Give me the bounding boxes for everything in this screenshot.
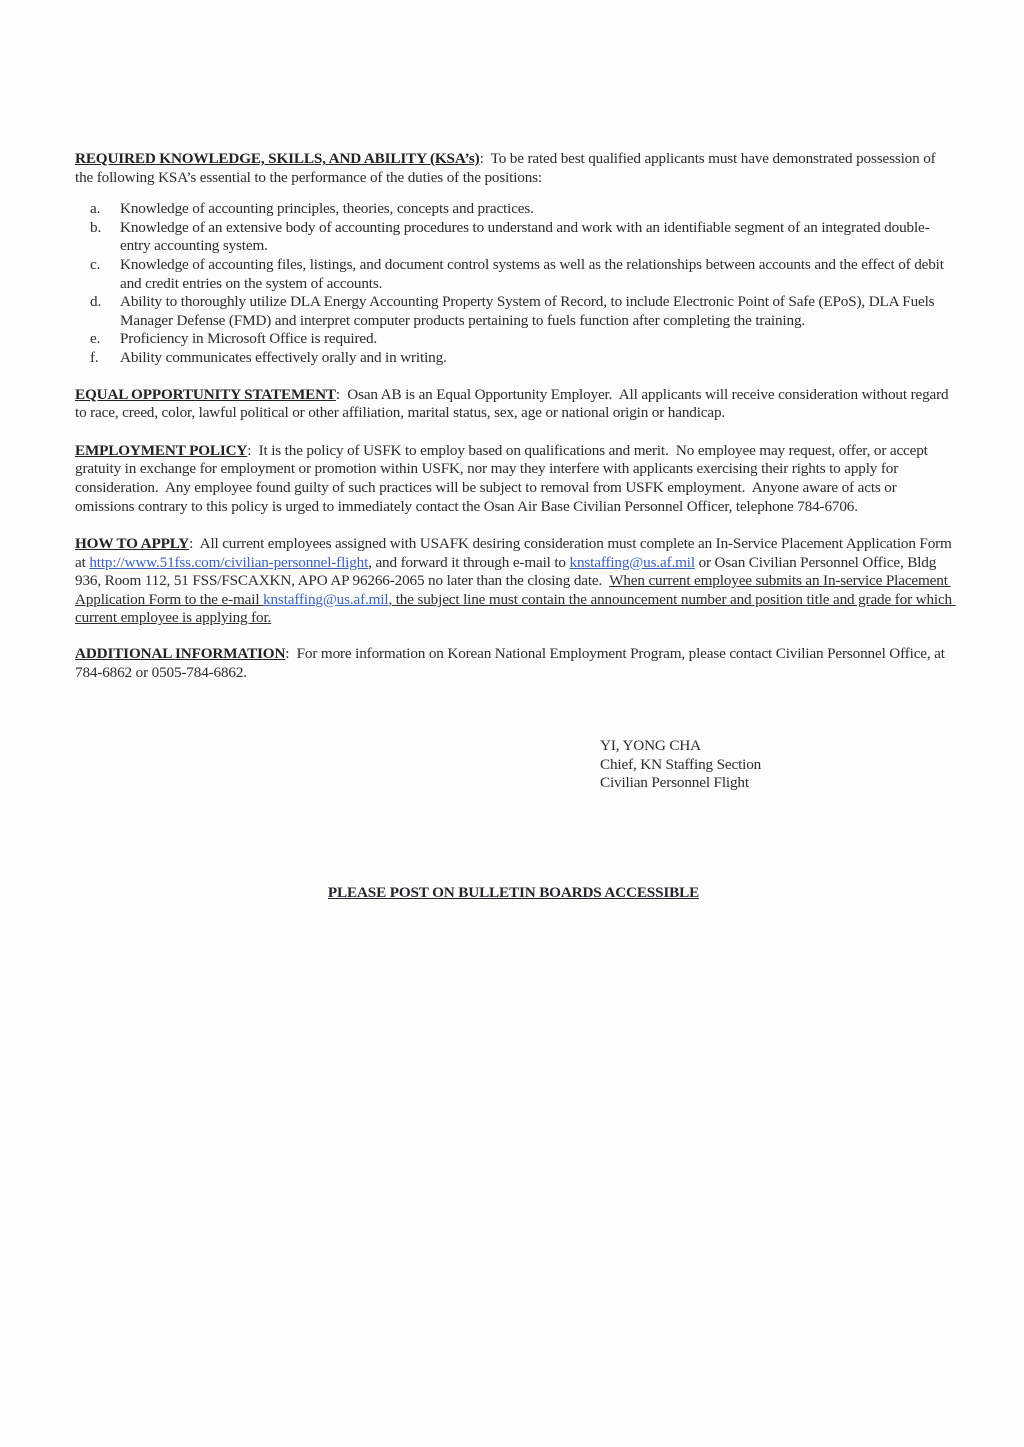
underlined-text: , the subject line must contain the announcement number and position title and grade for which current employee is applying for. — [75, 590, 956, 627]
signature-block — [600, 737, 952, 793]
list-item-letter: e. — [90, 330, 101, 348]
heading-separator: : — [285, 645, 297, 663]
signature-line: Civilian Personnel Flight — [600, 774, 749, 792]
hyperlink[interactable]: knstaffing@us.af.mil — [569, 553, 695, 571]
list-item — [75, 293, 952, 330]
list-item-letter: a. — [90, 200, 101, 218]
footer-notice-text: PLEASE POST ON BULLETIN BOARDS ACCESSIBLE — [327, 884, 700, 902]
how-to-apply-heading: HOW TO APPLY — [75, 535, 190, 553]
hyperlink[interactable]: knstaffing@us.af.mil — [263, 590, 389, 608]
list-item — [75, 219, 952, 256]
body-text: All current employees assigned with USAFK desiring consideration must complete an In-Service Placement Application Form at — [75, 535, 956, 571]
equal-opportunity-body: Osan AB is an Equal Opportunity Employer. All applicants will receive consideration without regard to race, creed, color, lawful political or other affiliation, marital status, sex, age or national origin or handicap. — [75, 385, 953, 422]
heading-separator: : — [247, 441, 259, 459]
additional-information-body: For more information on Korean National Employment Program, please contact Civilian Personnel Office, at 784-6862 or 0505-784-6862. — [75, 645, 949, 681]
list-item-letter: b. — [90, 218, 102, 236]
list-item-text: Knowledge of accounting files, listings, and document control systems as well as the relationships between accounts and the effect of debit and credit entries on the system of accounts. — [120, 255, 948, 292]
list-item-letter: f. — [90, 348, 99, 366]
list-item-letter: c. — [90, 255, 101, 273]
heading-separator: : — [335, 385, 348, 403]
how-to-apply-paragraph — [75, 535, 956, 628]
list-item — [75, 256, 952, 293]
heading-separator: : — [479, 150, 491, 167]
body-text: , and forward it through e-mail to — [368, 553, 570, 571]
body-text: or Osan Civilian Personnel Office, Bldg 936, Room 112, 51 FSS/FSCAXKN, APO AP 96266-2065 no later than the closing date. — [75, 553, 940, 590]
list-item-letter: d. — [90, 293, 102, 311]
document-content — [75, 150, 956, 903]
ksa-intro-text: To be rated best qualified applicants must have demonstrated possession of the following KSA’s essential to the performance of the duties of the positions: — [75, 150, 940, 186]
employment-policy-body: It is the policy of USFK to employ based on qualifications and merit. No employee may request, offer, or accept gratuity in exchange for employment or promotion within USFK, nor may they interfere with applicants exercising their rights to apply for consideration. Any employee found guilty of such practices will be subject to removal from USFK employment. Anyone aware of acts or omissions contrary to this policy is urged to immediately contact the Osan Air Base Civilian Personnel Officer, telephone 784-6706. — [75, 441, 932, 515]
list-item — [75, 330, 952, 349]
ksa-list — [75, 200, 952, 367]
equal-opportunity-heading: EQUAL OPPORTUNITY STATEMENT — [75, 385, 336, 403]
employment-policy-paragraph — [75, 442, 952, 516]
list-item-text: Knowledge of accounting principles, theories, concepts and practices. — [120, 200, 534, 218]
list-item-text: Ability communicates effectively orally and in writing. — [120, 348, 447, 366]
signature-line: YI, YONG CHA — [600, 737, 701, 755]
employment-policy-heading: EMPLOYMENT POLICY — [75, 441, 248, 459]
signature-line: Chief, KN Staffing Section — [600, 755, 762, 773]
list-item-text: Proficiency in Microsoft Office is required. — [120, 330, 378, 348]
additional-information-paragraph — [75, 645, 952, 682]
footer-notice — [75, 884, 952, 903]
heading-separator: : — [189, 535, 200, 553]
list-item-text: Ability to thoroughly utilize DLA Energy Accounting Property System of Record, to include Electronic Point of Safe (EPoS), DLA Fuels Manager Defense (FMD) and interpret computer products pertaining to fuels function after completing the training. — [120, 293, 939, 329]
underlined-text: When current employee submits an In-service Placement Application Form to the e-mail — [75, 572, 951, 608]
ksa-paragraph — [75, 150, 952, 187]
list-item — [75, 349, 952, 368]
hyperlink[interactable]: http://www.51fss.com/civilian-personnel-flight — [89, 553, 369, 571]
list-item-text: Knowledge of an extensive body of accounting procedures to understand and work with an identifiable segment of an integrated double-entry accounting system. — [120, 218, 930, 255]
ksa-heading: REQUIRED KNOWLEDGE, SKILLS, AND ABILITY (KSA’s) — [75, 150, 480, 167]
list-item — [75, 200, 952, 219]
how-to-apply-body — [75, 535, 956, 626]
additional-information-heading: ADDITIONAL INFORMATION — [75, 645, 286, 663]
equal-opportunity-paragraph — [75, 386, 952, 423]
